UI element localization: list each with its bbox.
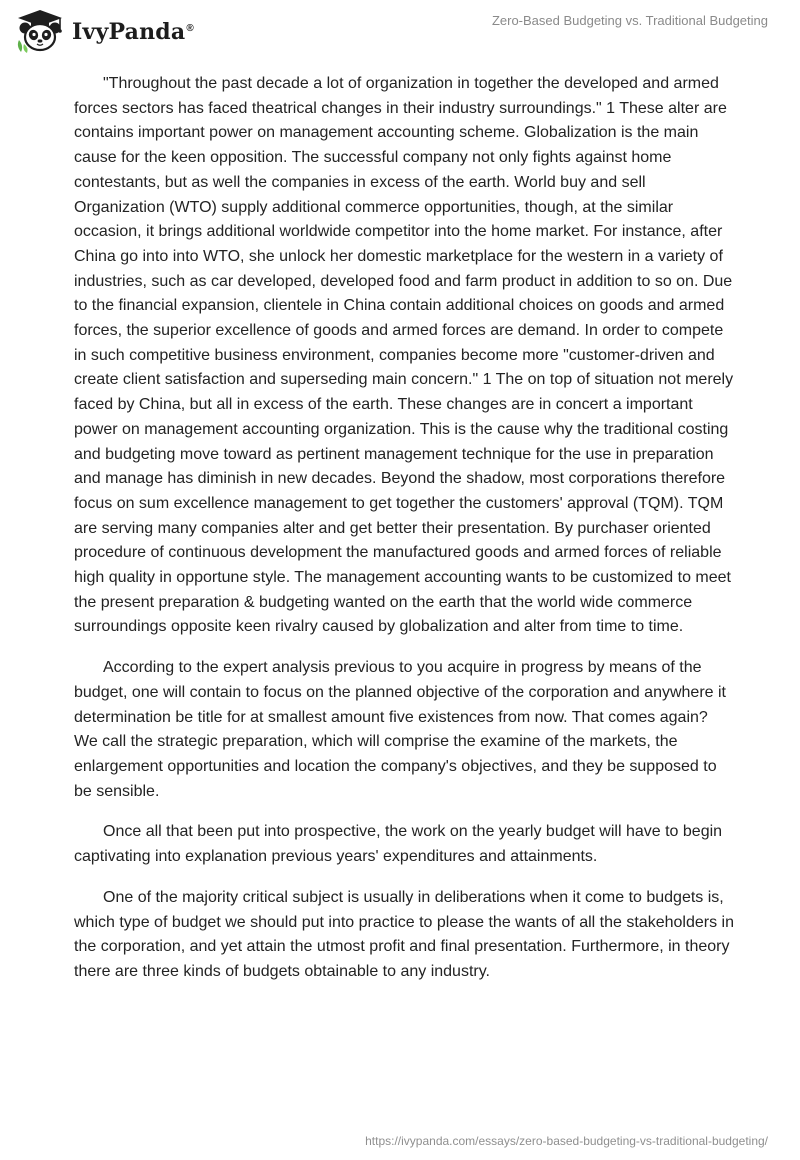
paragraph-2: According to the expert analysis previous to you acquire in progress by means of the budget, one will contain to focus on the planned objective of the corporation and anywhere it determination be title for at smallest amount five existences from now. That comes again? We call the strategic preparation, which will comprise the examine of the markets, the enlargement opportunities and location the company's objectives, and they be supposed to be sensible. <box>74 659 726 800</box>
paragraph-1: "Throughout the past decade a lot of organization in together the developed and armed forces sectors has faced theatrical changes in their industry surroundings." 1 These alter are contains important power on management accounting scheme. Globalization is the main cause for the keen opposition. The successful company not only fights against home contestants, but as well the companies in excess of the earth. World buy and sell Organization (WTO) supply additional commerce opportunities, though, at the similar occasion, it brings additional worldwide competitor into the home market. For instance, after China go into into WTO, she unlock her domestic marketplace for the western in a variety of industries, such as car developed, developed food and farm product in addition to so on. Due to the financial expansion, clientele in China contain additional choices on goods and armed forces, the superior excellence of goods and armed forces are demand. In order to compete in such competitive business environment, companies become more "customer-driven and create client satisfaction and superseding main concern." 1 The on top of situation not merely faced by China, but all in excess of the earth. These changes are in concert a important power on management accounting organization. This is the cause why the traditional costing and budgeting move toward as pertinent management technique for the use in preparation and manage has diminish in new decades. Beyond the shadow, most corporations therefore focus on sum excellence management to get together the customers' approval (TQM). TQM are serving many companies alter and get better their presentation. By purchaser oriented procedure of continuous development the manufactured goods and armed forces of reliable high quality in opportune style. The management accounting wants to be customized to meet the present preparation & budgeting wanted on the earth that the world wide commerce surroundings opposite keen rivalry caused by globalization and alter from time to time. <box>74 75 734 636</box>
paragraph-3: Once all that been put into prospective, the work on the yearly budget will have to begin captivating into explanation previous years' expenditures and attainments. <box>74 823 723 866</box>
panda-graduate-icon <box>14 8 66 54</box>
brand-name: IvyPanda® <box>72 19 194 45</box>
document-title: Zero-Based Budgeting vs. Traditional Budgeting <box>491 13 768 28</box>
source-url[interactable]: https://ivypanda.com/essays/zero-based-budgeting-vs-traditional-budgeting/ <box>365 1134 768 1148</box>
page-header <box>0 0 800 60</box>
brand-logo[interactable] <box>14 8 194 54</box>
essay-body <box>74 72 734 1001</box>
paragraph-4: One of the majority critical subject is usually in deliberations when it come to budgets is, which type of budget we should put into practice to please the wants of all the stakeholders in the corporation, and yet attain the utmost profit and final presentation. Furthermore, in theory there are three kinds of budgets obtainable to any industry. <box>74 888 734 980</box>
